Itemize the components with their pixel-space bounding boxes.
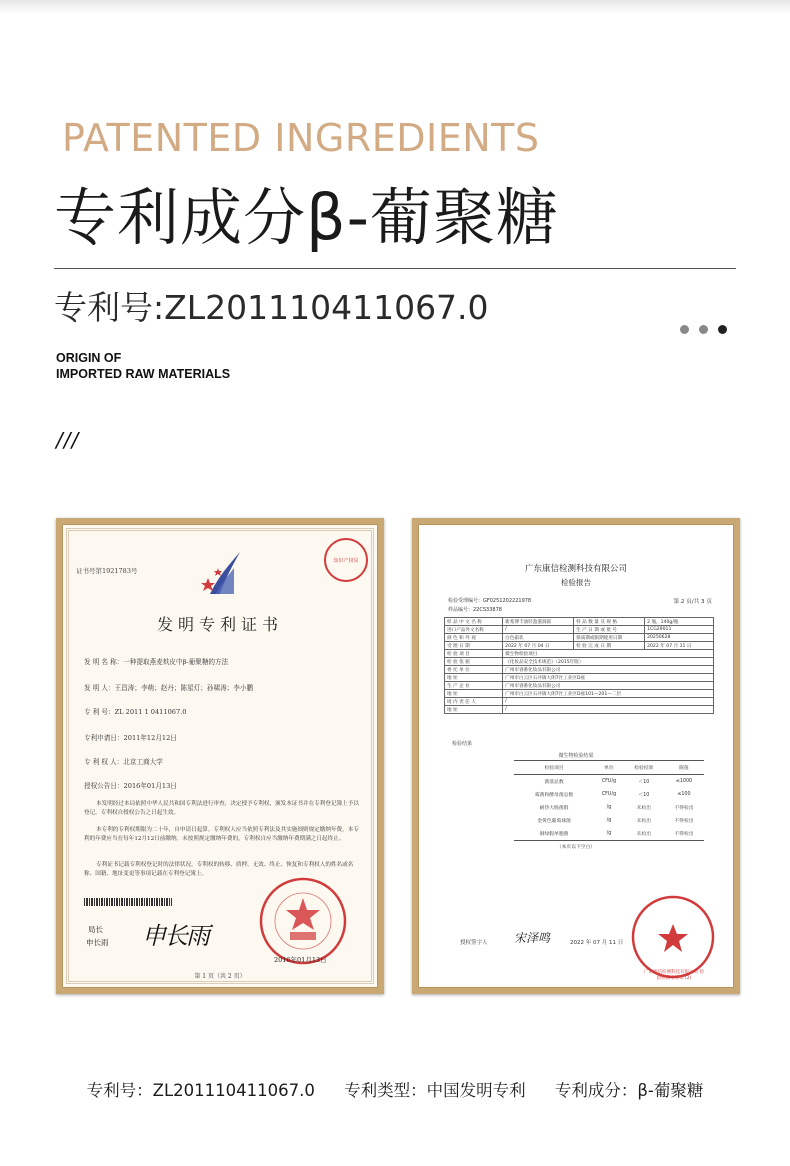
origin-line-1: ORIGIN OF bbox=[56, 351, 122, 365]
results-cell: 不得检出 bbox=[674, 806, 694, 811]
info-label: 境 内 责 任 人 bbox=[445, 698, 503, 706]
info-label: 进口产品外文名称 bbox=[445, 626, 503, 634]
info-label: 样 品 中 文 名 称 bbox=[445, 618, 503, 626]
certificate-number: 证书号第1921783号 bbox=[76, 567, 138, 575]
barcode bbox=[84, 898, 172, 906]
field-patentee: 专 利 权 人：北京工商大学 bbox=[84, 758, 163, 766]
inspection-seal-icon bbox=[630, 894, 716, 980]
results-cell: CFU/g bbox=[601, 792, 617, 797]
info-row bbox=[445, 634, 714, 642]
info-label: 检 验 项 目 bbox=[445, 650, 503, 658]
patent-office-logo-icon bbox=[200, 548, 244, 598]
footer-patent-number: 专利号：ZL201110411067.0 bbox=[86, 1081, 315, 1100]
certificate-title: 发明专利证书 bbox=[156, 615, 283, 634]
results-cell: ≤1000 bbox=[675, 779, 693, 784]
field-filing-date: 专利申请日：2011年12月12日 bbox=[84, 734, 177, 742]
results-row bbox=[514, 788, 704, 801]
report-number: 检验受理编号：GF0251202221978 bbox=[448, 598, 532, 604]
report-company: 广东康信检测科技有限公司 bbox=[524, 564, 627, 574]
info-value: 2 瓶，140g/瓶 bbox=[645, 618, 714, 626]
info-value: 新希博丰油轻盈滋润霜 bbox=[503, 618, 574, 626]
info-value: 2022 年 07 月 04 日 bbox=[503, 642, 574, 650]
patent-certificate-frame bbox=[56, 518, 384, 994]
dot-icon-active bbox=[718, 325, 727, 334]
results-caption: 微生物检验结果 bbox=[558, 753, 594, 759]
info-label: 颜 色 和 外 观 bbox=[445, 634, 503, 642]
director-title: 局长 bbox=[88, 925, 103, 934]
info-label: 检 验 完 成 日 期 bbox=[574, 642, 645, 650]
info-row bbox=[445, 642, 714, 650]
info-label: 保质期或限期使用日期 bbox=[574, 634, 645, 642]
report-page-number: 第 2 页/共 3 页 bbox=[673, 599, 712, 605]
info-label: 生 产 企 业 bbox=[445, 682, 503, 690]
info-value: / bbox=[503, 698, 714, 706]
info-row bbox=[445, 650, 714, 658]
results-cell: ≤100 bbox=[677, 792, 691, 797]
patent-certificate bbox=[62, 524, 378, 988]
footer-summary bbox=[0, 1077, 790, 1101]
results-header: 检验结果 bbox=[624, 761, 664, 775]
dot-icon bbox=[699, 325, 708, 334]
info-label: 地 址 bbox=[445, 690, 503, 698]
info-row bbox=[445, 706, 714, 714]
info-row bbox=[445, 626, 714, 634]
results-cell: 菌落总数 bbox=[544, 780, 564, 785]
report-title: 检验报告 bbox=[561, 578, 591, 587]
report-date: 2022 年 07 月 11 日 bbox=[570, 940, 624, 946]
results-cell: 未检出 bbox=[636, 819, 652, 824]
info-row bbox=[445, 618, 714, 626]
origin-caption bbox=[56, 350, 230, 382]
page-title: 专利成分β-葡聚糖 bbox=[54, 181, 559, 254]
results-cell: 未检出 bbox=[624, 827, 664, 841]
info-row bbox=[445, 674, 714, 682]
info-value: 广州市白云区石井镇大朗7社工业区D座 bbox=[503, 674, 714, 682]
inspection-report-frame bbox=[412, 518, 740, 994]
national-seal-icon bbox=[258, 876, 348, 966]
info-row bbox=[445, 666, 714, 674]
footer-patent-type: 专利类型：中国发明专利 bbox=[344, 1081, 526, 1100]
info-value: 2022 年 07 月 11 日 bbox=[645, 642, 714, 650]
footer-ingredient: 专利成分：β-葡聚糖 bbox=[554, 1081, 704, 1100]
results-cell: ＜10 bbox=[638, 793, 650, 798]
results-cell: 未检出 bbox=[636, 806, 652, 811]
info-label: 地 址 bbox=[445, 706, 503, 714]
field-inventors: 发 明 人：王昌涛；李萌；赵丹；陈星灯；孙啸涛；李小鹏 bbox=[84, 684, 254, 692]
info-row bbox=[445, 698, 714, 706]
info-value: 广州市睿番化妆品有限公司 bbox=[503, 666, 714, 674]
info-value: 微生物检验项目 bbox=[503, 650, 714, 658]
sample-info-table bbox=[444, 617, 714, 714]
results-row bbox=[514, 814, 704, 827]
info-value: 广州市睿番化妆品有限公司 bbox=[503, 682, 714, 690]
results-cell: /g bbox=[606, 818, 612, 823]
director-name: 申长雨 bbox=[86, 938, 109, 947]
results-row bbox=[514, 775, 704, 789]
info-label: 检 验 依 据 bbox=[445, 658, 503, 666]
top-shadow bbox=[0, 0, 790, 14]
info-value: 白色霜状 bbox=[503, 634, 574, 642]
signatory-signature: 宋泽鸣 bbox=[514, 931, 551, 945]
results-row bbox=[514, 801, 704, 814]
info-row bbox=[445, 682, 714, 690]
field-invention-name: 发 明 名 称：一种提取燕麦麸皮中β-葡聚糖的方法 bbox=[84, 658, 229, 666]
authorized-signatory-label: 授权签字人 bbox=[460, 940, 488, 946]
dot-icon bbox=[680, 325, 689, 334]
seal-small-text: 知识产权局 bbox=[333, 557, 359, 564]
info-row bbox=[445, 658, 714, 666]
certificate-page-number: 第 1 页（共 2 页） bbox=[194, 973, 246, 980]
info-value: 1CG29011 bbox=[645, 626, 714, 634]
info-value: 广州市白云区石井镇大朗7社工业区D座101—201—二层 bbox=[503, 690, 714, 698]
results-cell: /g bbox=[606, 805, 612, 810]
carousel-dots bbox=[680, 325, 727, 334]
slash-decoration: /// bbox=[56, 428, 80, 452]
results-cell: CFU/g bbox=[601, 779, 617, 784]
results-cell: 耐热大肠菌群 bbox=[539, 806, 569, 811]
info-label: 受 理 日 期 bbox=[445, 642, 503, 650]
info-label: 生 产 日 期 或 批 号 bbox=[574, 626, 645, 634]
sample-number: 样品编号：22CS33878 bbox=[448, 607, 502, 613]
certificate-paragraph-2: 本专利的专利权期限为二十年，自申请日起算。专利权人应当依照专利法及其实施细则规定缴纳年费。本专利的年费应当在每年12月12日前缴纳。未按照规定缴纳年费的，专利权自应当缴纳年费期满之日起终止。 bbox=[84, 827, 359, 842]
field-patent-number: 专 利 号：ZL 2011 1 0411067.0 bbox=[84, 708, 187, 716]
results-table bbox=[514, 760, 704, 841]
patent-number-heading: 专利号:ZL201110411067.0 bbox=[54, 288, 489, 327]
origin-line-2: IMPORTED RAW MATERIALS bbox=[56, 367, 231, 381]
results-label: 检验结果 bbox=[452, 741, 473, 747]
director-signature: 申长雨 bbox=[142, 922, 208, 950]
info-value: 《化妆品安全技术规范》（2015年版） bbox=[503, 658, 714, 666]
results-cell: /g bbox=[594, 827, 624, 841]
inspection-report bbox=[418, 524, 734, 988]
results-header: 限值 bbox=[664, 761, 704, 775]
info-label: 样 品 数 量 及 规 格 bbox=[574, 618, 645, 626]
results-cell: 金黄色葡萄球菌 bbox=[537, 819, 571, 824]
results-row bbox=[514, 827, 704, 841]
title-divider bbox=[54, 268, 736, 269]
results-header: 单位 bbox=[594, 761, 624, 775]
info-value: / bbox=[503, 626, 574, 634]
results-header: 检验项目 bbox=[514, 761, 594, 775]
results-cell: ＜10 bbox=[638, 780, 650, 785]
results-cell: 不得检出 bbox=[664, 827, 704, 841]
results-cell: 不得检出 bbox=[674, 819, 694, 824]
certificate-paragraph-1: 本发明经过本局依照中华人民共和国专利法进行审查，决定授予专利权，颁发本证书并在专利登记簿上予以登记。专利权自授权公告之日起生效。 bbox=[84, 801, 359, 816]
certificate-small-seal bbox=[324, 538, 368, 582]
info-label: 地 址 bbox=[445, 674, 503, 682]
info-label: 委 托 单 位 bbox=[445, 666, 503, 674]
info-value: / bbox=[503, 706, 714, 714]
info-row bbox=[445, 690, 714, 698]
section-eyebrow: PATENTED INGREDIENTS bbox=[62, 116, 540, 160]
inspection-seal-text: 广东康信检测科技有限公司 检验检测专用章 (2) bbox=[644, 970, 704, 981]
field-grant-date: 授权公告日：2016年01月13日 bbox=[84, 782, 177, 790]
blank-page-note: （本页以下空白） bbox=[556, 845, 596, 850]
seal-date: 2016年01月13日 bbox=[274, 956, 327, 964]
results-cell: 铜绿假单胞菌 bbox=[514, 827, 594, 841]
info-value: 20250628 bbox=[645, 634, 714, 642]
certificate-paragraph-3: 专利证书记载专利权登记时的法律状况。专利权的转移、质押、无效、终止、恢复和专利权人的姓名或名称、国籍、地址变更等事项记载在专利登记簿上。 bbox=[84, 862, 354, 877]
results-cell: 霉菌和酵母菌总数 bbox=[534, 793, 574, 798]
